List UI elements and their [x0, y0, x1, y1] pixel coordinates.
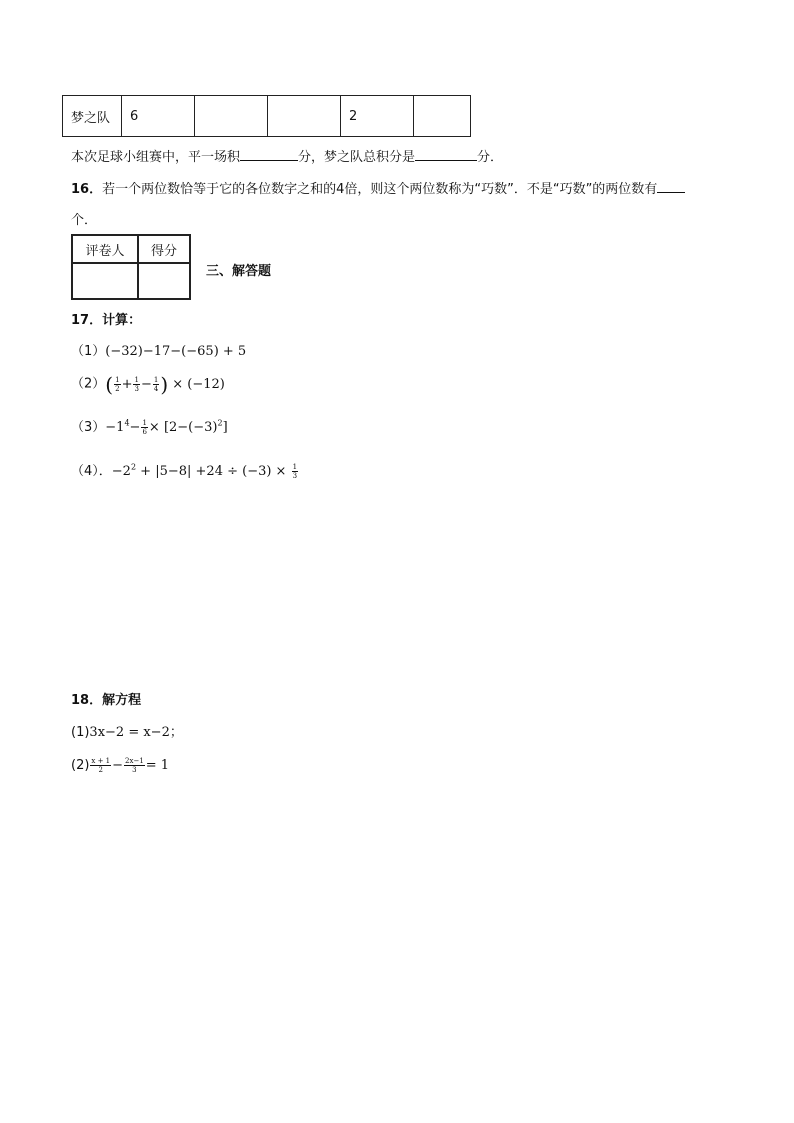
score-cell [414, 96, 471, 137]
answer-blank[interactable] [240, 148, 298, 161]
answer-blank[interactable] [657, 180, 685, 193]
math-expression: ( $\frac{1}{2}$ + $\frac{1}{3}$ − $\frac{1}{4}$ ) × (−12) [105, 372, 225, 396]
item-label: (1) [71, 725, 90, 740]
score-cell [195, 96, 268, 137]
q18-item-2 [71, 757, 169, 774]
grader-cell [72, 263, 138, 299]
math-expression: (−32)−17−(−65) + 5 [105, 344, 247, 359]
item-label: (2) [71, 758, 90, 773]
team-score-table [62, 95, 471, 137]
grader-table [71, 234, 191, 300]
team-name-cell: 梦之队 [63, 96, 122, 137]
question-17-title: 17．计算： [71, 313, 142, 328]
math-expression: 3x−2 = x−2； [89, 725, 183, 740]
question-18-title: 18．解方程 [71, 693, 142, 708]
math-expression: $-1^4-$ $\frac{1}{6}$ × $[2-(-3)^2]$ [105, 418, 228, 436]
math-expression: $-2^2 + |5-8| +24 \div (-3)$ × $\frac{1}{3}$ [111, 462, 298, 480]
item-label: （3） [71, 420, 106, 435]
q15-text-2: 分，梦之队总积分是 [298, 150, 416, 165]
question-number: 16． [71, 182, 103, 197]
q15-text-1: 本次足球小组赛中，平一场积 [71, 150, 241, 165]
question-text: 若一个两位数恰等于它的各位数字之和的4倍，则这个两位数称为“巧数”．不是“巧数”的两位数有 [102, 182, 658, 197]
q17-item-2 [71, 372, 225, 396]
table-row [72, 263, 190, 299]
q18-item-1 [71, 721, 183, 740]
item-label: （4）． [71, 464, 112, 479]
table-row [72, 235, 190, 263]
q15-text-3: 分． [477, 150, 504, 165]
section-heading: 三、解答题 [206, 264, 272, 279]
score-cell: 2 [341, 96, 414, 137]
q17-item-1 [71, 340, 246, 359]
math-expression: $\frac{x + 1}{2}$ − $\frac{2x-1}{3}$ = 1 [91, 757, 170, 774]
question-16 [71, 178, 685, 197]
score-header: 得分 [138, 235, 190, 263]
item-label: （1） [71, 344, 106, 359]
q17-item-4 [71, 460, 299, 480]
score-cell [268, 96, 341, 137]
item-label: （2） [71, 376, 106, 392]
q17-item-3 [71, 416, 228, 436]
score-cell: 6 [122, 96, 195, 137]
question-16-tail: 个． [71, 213, 98, 228]
answer-blank[interactable] [415, 148, 477, 161]
table-row [63, 96, 471, 137]
q15-fill-line [71, 146, 503, 165]
score-cell [138, 263, 190, 299]
grader-header: 评卷人 [72, 235, 138, 263]
